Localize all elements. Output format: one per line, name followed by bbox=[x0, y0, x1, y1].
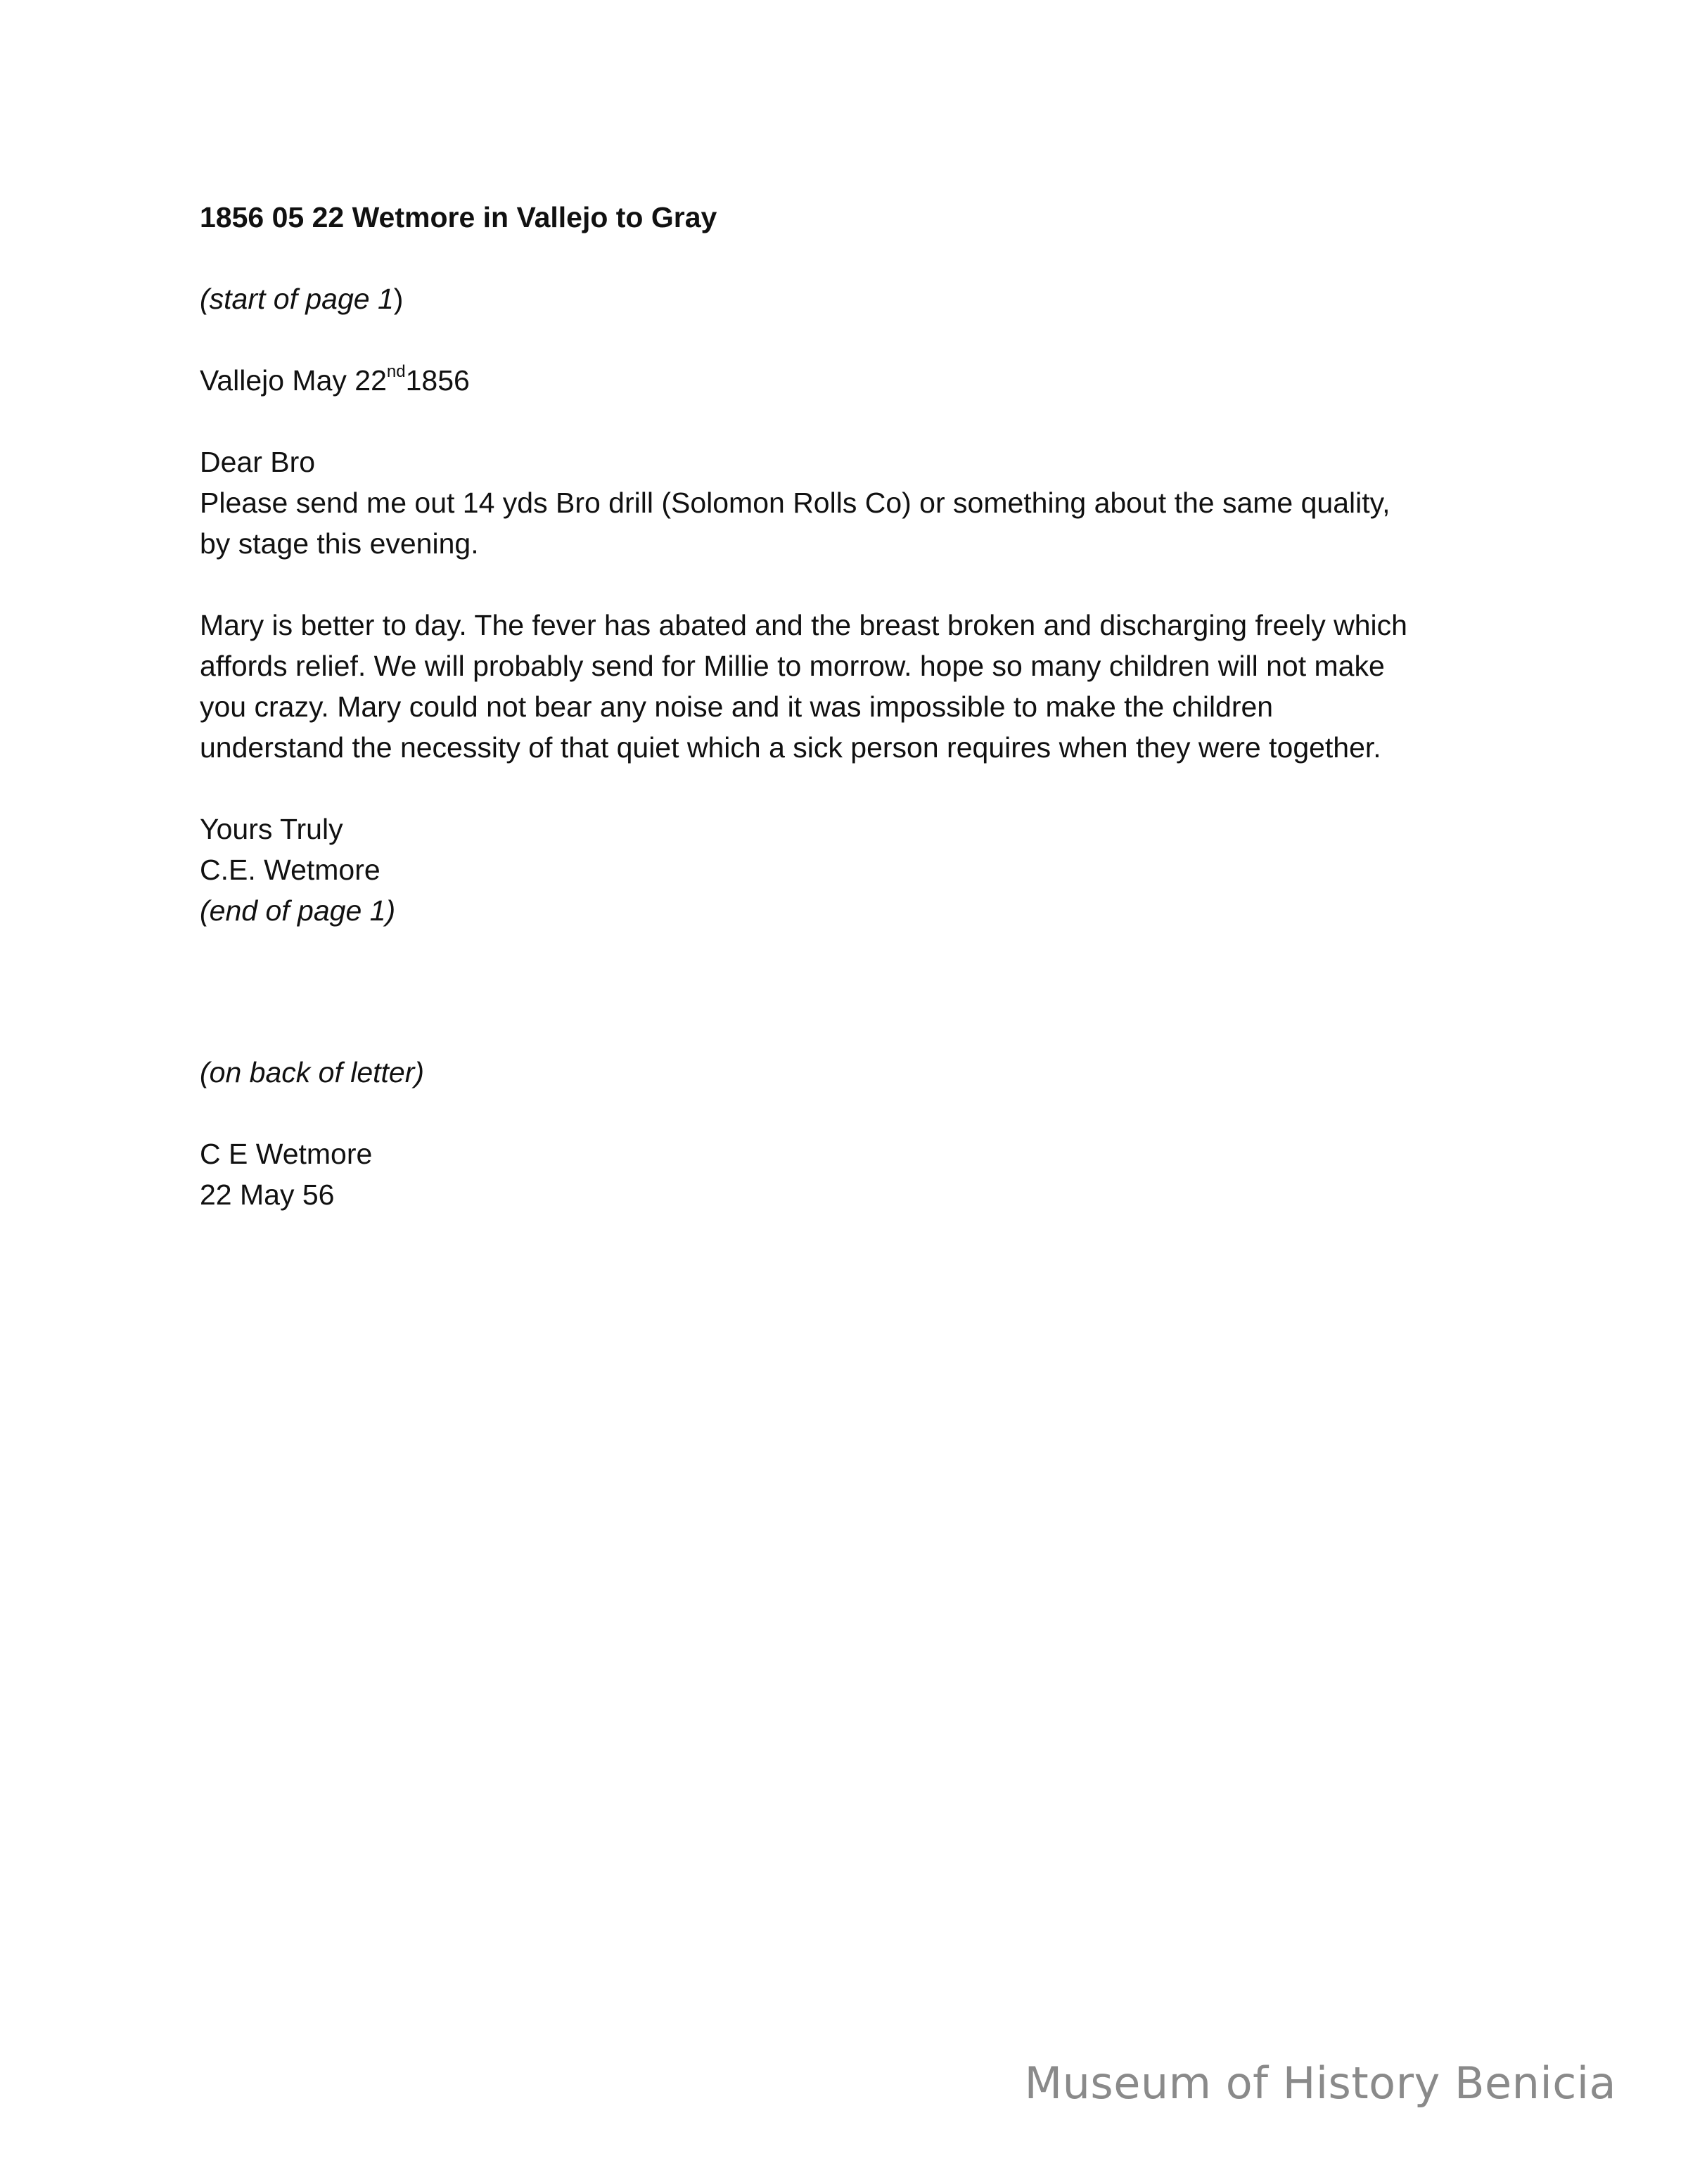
closing: Yours Truly bbox=[200, 813, 343, 845]
start-page-marker bbox=[200, 278, 403, 319]
start-page-marker-close: ) bbox=[393, 283, 404, 315]
date-superscript: nd bbox=[386, 362, 406, 382]
back-name: C E Wetmore bbox=[200, 1138, 373, 1170]
paragraph-2-line-1: Mary is better to day. The fever has abated and the breast broken and discharging freely which bbox=[200, 609, 1407, 641]
salutation: Dear Bro bbox=[200, 446, 316, 478]
document-title: 1856 05 22 Wetmore in Vallejo to Gray bbox=[200, 201, 717, 233]
date-prefix: Vallejo May 22 bbox=[200, 364, 387, 397]
paragraph-2-line-2: affords relief. We will probably send for Millie to morrow. hope so many children will not make bbox=[200, 650, 1385, 682]
end-page-marker: (end of page 1) bbox=[200, 894, 396, 927]
paragraph-1-line-2: by stage this evening. bbox=[200, 527, 479, 560]
date-suffix: 1856 bbox=[405, 364, 470, 397]
paragraph-2-line-3: you crazy. Mary could not bear any noise and it was impossible to make the children bbox=[200, 690, 1274, 723]
museum-watermark: Museum of History Benicia bbox=[1024, 2057, 1616, 2109]
back-of-letter-marker: (on back of letter) bbox=[200, 1056, 425, 1088]
paragraph-2-line-4: understand the necessity of that quiet which a sick person requires when they were together. bbox=[200, 731, 1381, 764]
back-date: 22 May 56 bbox=[200, 1178, 335, 1211]
signature: C.E. Wetmore bbox=[200, 854, 381, 886]
letter-date-line bbox=[200, 360, 470, 401]
paragraph-1-line-1: Please send me out 14 yds Bro drill (Solomon Rolls Co) or something about the same quality, bbox=[200, 487, 1390, 519]
start-page-marker-text: (start of page 1 bbox=[200, 283, 394, 315]
